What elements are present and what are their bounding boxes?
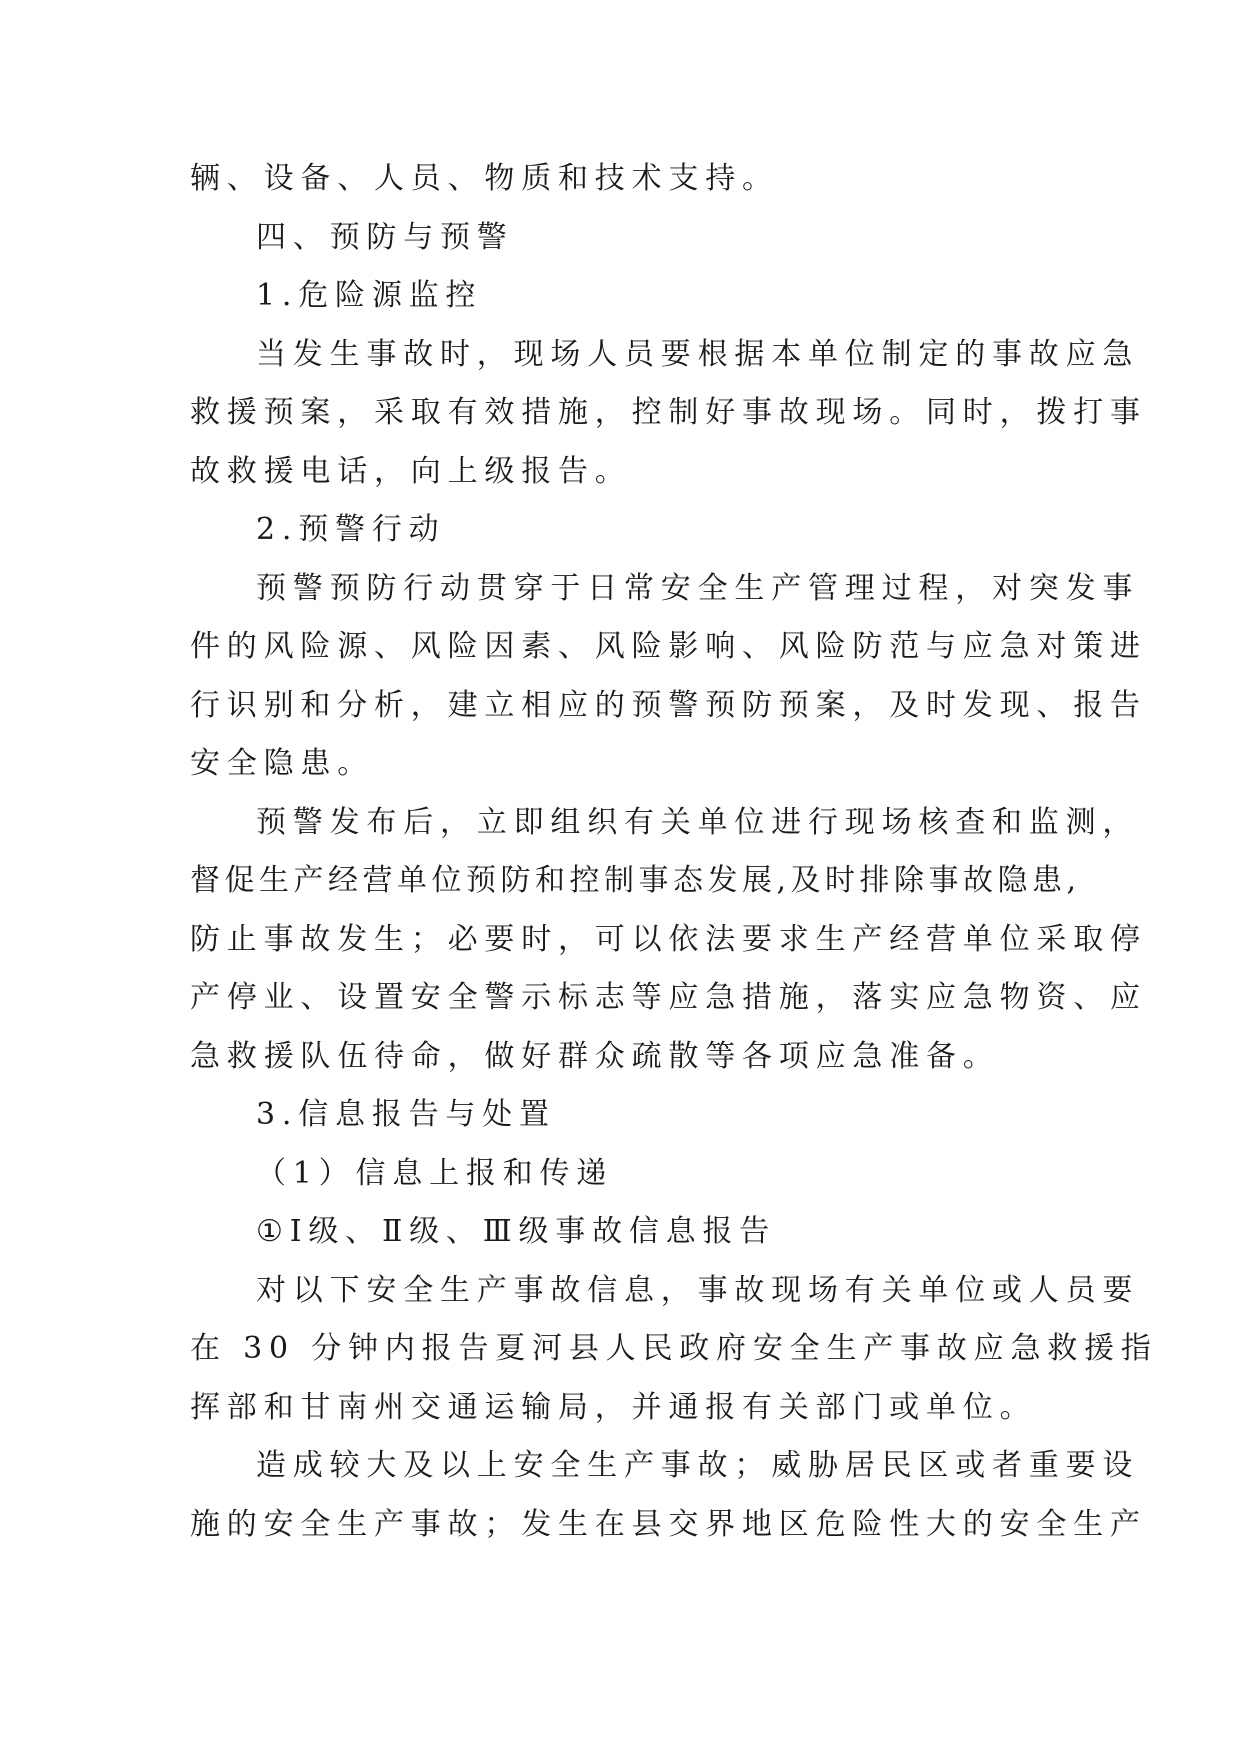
- paragraph-line: 造成较大及以上安全生产事故；威胁居民区或者重要设: [256, 1448, 1140, 1483]
- list-heading: （1）信息上报和传递: [256, 1155, 614, 1191]
- paragraph-line: 产停业、设置安全警示标志等应急措施，落实应急物资、应: [190, 980, 1147, 1015]
- list-heading: ①Ⅰ级、Ⅱ级、Ⅲ级事故信息报告: [256, 1214, 777, 1249]
- paragraph-line: 防止事故发生；必要时，可以依法要求生产经营单位采取停: [190, 921, 1147, 957]
- paragraph-line: 对以下安全生产事故信息，事故现场有关单位或人员要: [256, 1272, 1140, 1308]
- paragraph-line: 当发生事故时，现场人员要根据本单位制定的事故应急: [256, 336, 1140, 372]
- subsection-heading: 2.预警行动: [256, 512, 446, 547]
- paragraph-line: 施的安全生产事故；发生在县交界地区危险性大的安全生产: [190, 1506, 1147, 1542]
- paragraph-line: 预警发布后，立即组织有关单位进行现场核查和监测，: [256, 804, 1140, 840]
- paragraph-line: 救援预案，采取有效措施，控制好事故现场。同时，拨打事: [190, 395, 1147, 430]
- paragraph-line: 预警预防行动贯穿于日常安全生产管理过程，对突发事: [256, 570, 1140, 606]
- subsection-heading: 3.信息报告与处置: [256, 1097, 556, 1132]
- paragraph-line: 急救援队伍待命，做好群众疏散等各项应急准备。: [190, 1038, 1000, 1074]
- document-body: [190, 150, 1158, 1554]
- paragraph-line: 挥部和甘南州交通运输局，并通报有关部门或单位。: [190, 1389, 1037, 1425]
- paragraph-line: 行识别和分析，建立相应的预警预防预案，及时发现、报告: [190, 687, 1147, 723]
- paragraph-line: 督促生产经营单位预防和控制事态发展,及时排除事故隐患,: [190, 863, 1081, 898]
- section-heading: 四、预防与预警: [256, 219, 514, 255]
- paragraph-line: 件的风险源、风险因素、风险影响、风险防范与应急对策进: [190, 629, 1147, 664]
- paragraph-line: 安全隐患。: [190, 746, 374, 781]
- paragraph-line: 故救援电话，向上级报告。: [190, 453, 632, 489]
- subsection-heading: 1.危险源监控: [256, 278, 483, 313]
- paragraph-line: 在 30 分钟内报告夏河县人民政府安全生产事故应急救援指: [190, 1331, 1158, 1366]
- text-line: 辆、设备、人员、物质和技术支持。: [190, 161, 779, 196]
